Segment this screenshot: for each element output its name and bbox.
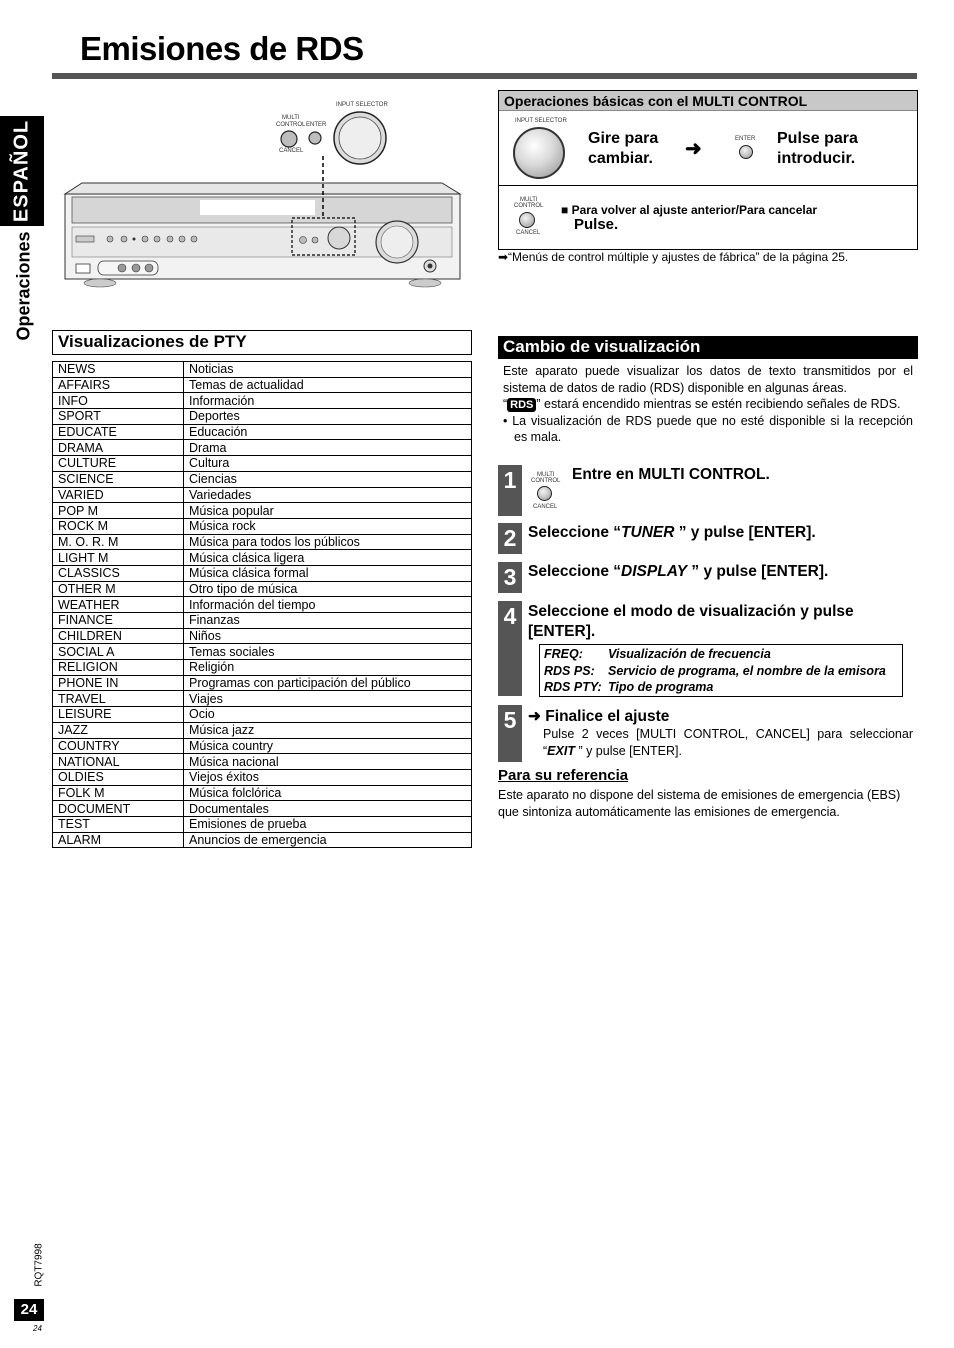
step-5-body-em: EXIT: [547, 744, 575, 758]
table-row: [53, 550, 472, 566]
step-1-button-icon: [537, 486, 552, 501]
language-tab-label: ESPAÑOL: [10, 119, 33, 223]
table-row: [53, 534, 472, 550]
intro-paragraph-2-text: ” estará encendido mientras se estén recibiendo señales de RDS.: [536, 397, 901, 411]
pty-description: Música para todos los públicos: [184, 534, 472, 550]
pty-description: Información del tiempo: [184, 597, 472, 613]
press-instruction-line2: introducir.: [777, 150, 856, 167]
table-row: [53, 377, 472, 393]
pty-description: Viajes: [184, 691, 472, 707]
table-row: [53, 456, 472, 472]
table-row: [53, 440, 472, 456]
table-row: [53, 581, 472, 597]
table-row: [53, 503, 472, 519]
pty-code: DRAMA: [53, 440, 184, 456]
pty-code: PHONE IN: [53, 675, 184, 691]
pty-description: Temas de actualidad: [184, 377, 472, 393]
turn-instruction-line2: cambiar.: [588, 150, 653, 167]
reference-body: Este aparato no dispone del sistema de emisiones de emergencia (EBS) que sintoniza automáticamente las emisiones de emergencia.: [498, 788, 901, 819]
table-row: [53, 362, 472, 378]
display-mode-row: [544, 646, 898, 663]
device-input-selector-label: INPUT SELECTOR: [336, 102, 388, 108]
pty-description: Viejos éxitos: [184, 769, 472, 785]
device-enter-label: ENTER: [306, 122, 327, 128]
display-mode-row: [544, 663, 898, 680]
reference-note: ➡“Menús de control múltiple y ajustes de fábrica” de la página 25.: [498, 250, 849, 264]
step-2-title: [528, 524, 816, 542]
table-row: [53, 769, 472, 785]
multi-label: MULTI: [520, 197, 538, 203]
input-selector-label: INPUT SELECTOR: [515, 118, 567, 124]
step-2-number: 2: [498, 523, 522, 554]
pty-description: Música country: [184, 738, 472, 754]
pty-code: AFFAIRS: [53, 377, 184, 393]
pty-code: OLDIES: [53, 769, 184, 785]
pty-description: Otro tipo de música: [184, 581, 472, 597]
rds-badge-icon: RDS: [507, 398, 536, 412]
pty-description: Ciencias: [184, 471, 472, 487]
device-cancel-label: CANCEL: [279, 148, 304, 154]
table-row: [53, 754, 472, 770]
table-row: [53, 597, 472, 613]
pty-code: FOLK M: [53, 785, 184, 801]
table-row: [53, 801, 472, 817]
arrow-icon: ➜: [685, 138, 702, 160]
pty-description: Noticias: [184, 362, 472, 378]
pty-description: Anuncios de emergencia: [184, 832, 472, 848]
pty-description: Educación: [184, 424, 472, 440]
intro-paragraph-1: Este aparato puede visualizar los datos de texto transmitidos por el sistema de datos de radio (RDS) disponible en algunas áreas.: [503, 364, 913, 395]
cambio-heading: Cambio de visualización: [498, 336, 918, 359]
pty-code: NATIONAL: [53, 754, 184, 770]
table-row: [53, 644, 472, 660]
cambio-intro: [503, 363, 913, 446]
small-page-number: 24: [33, 1324, 42, 1333]
step-3-number: 3: [498, 562, 522, 593]
pty-description: Variedades: [184, 487, 472, 503]
table-row: [53, 613, 472, 629]
step-1-multi-label: MULTI: [537, 472, 555, 478]
table-row: [53, 722, 472, 738]
multi-control-box: [498, 90, 918, 250]
pty-description: Documentales: [184, 801, 472, 817]
display-modes-box: [539, 644, 903, 697]
section-tab: [0, 226, 44, 346]
pty-code: OTHER M: [53, 581, 184, 597]
reference-title: Para su referencia: [498, 767, 629, 784]
table-row: [53, 707, 472, 723]
input-selector-knob: [513, 127, 565, 179]
table-row: [53, 660, 472, 676]
turn-instruction-line1: Gire para: [588, 130, 659, 147]
step-3-title-post: ” y pulse [ENTER].: [687, 563, 829, 580]
step-2-title-post: ” y pulse [ENTER].: [674, 524, 816, 541]
pty-code: INFO: [53, 393, 184, 409]
step-4-number: 4: [498, 601, 522, 696]
enter-button-icon: [739, 145, 753, 159]
pty-code: RELIGION: [53, 660, 184, 676]
table-row: [53, 565, 472, 581]
step-1-control-label: CONTROL: [531, 478, 561, 484]
pty-code: VARIED: [53, 487, 184, 503]
display-mode-key: FREQ:: [544, 647, 583, 661]
intro-paragraph-2: [503, 396, 913, 413]
table-row: [53, 628, 472, 644]
step-5-body: [543, 726, 913, 760]
pty-description: Ocio: [184, 707, 472, 723]
pty-code: DOCUMENT: [53, 801, 184, 817]
back-instruction: ■ Para volver al ajuste anterior/Para cancelar: [561, 203, 818, 217]
table-row: [53, 471, 472, 487]
pty-description: Música popular: [184, 503, 472, 519]
table-row: [53, 816, 472, 832]
step-1-title: Entre en MULTI CONTROL.: [572, 466, 770, 483]
display-mode-value: Tipo de programa: [608, 680, 714, 694]
table-row: [53, 785, 472, 801]
pty-code: SPORT: [53, 409, 184, 425]
device-control-label: CONTROL: [276, 122, 306, 128]
pty-code: LIGHT M: [53, 550, 184, 566]
receiver-illustration: [60, 96, 470, 296]
pty-code: POP M: [53, 503, 184, 519]
pty-description: Música folclórica: [184, 785, 472, 801]
step-1-cancel-label: CANCEL: [533, 504, 558, 510]
pty-description: Información: [184, 393, 472, 409]
pty-description: Niños: [184, 628, 472, 644]
pty-description: Deportes: [184, 409, 472, 425]
multi-control-button-icon: [519, 212, 535, 228]
intro-quote-open: “: [503, 397, 508, 411]
display-mode-value: Servicio de programa, el nombre de la emisora: [608, 663, 886, 678]
step-2-title-em: TUNER: [621, 524, 675, 541]
table-row: [53, 393, 472, 409]
pty-code: LEISURE: [53, 707, 184, 723]
table-row: [53, 832, 472, 848]
step-3-title-pre: Seleccione “: [528, 563, 622, 580]
pty-code: CLASSICS: [53, 565, 184, 581]
pty-code: EDUCATE: [53, 424, 184, 440]
press-instruction-line1: Pulse para: [777, 130, 858, 147]
pty-code: SCIENCE: [53, 471, 184, 487]
control-label: CONTROL: [514, 203, 544, 209]
enter-label: ENTER: [735, 136, 756, 142]
title-rule: [52, 73, 917, 79]
table-row: [53, 424, 472, 440]
device-multi-label: MULTI: [282, 115, 300, 121]
pty-description: Música nacional: [184, 754, 472, 770]
step-5-title: ➜ Finalice el ajuste: [528, 708, 670, 725]
pty-description: Música clásica ligera: [184, 550, 472, 566]
table-row: [53, 691, 472, 707]
multi-control-divider: [499, 185, 917, 186]
pty-code: COUNTRY: [53, 738, 184, 754]
pty-description: Música clásica formal: [184, 565, 472, 581]
pty-code: SOCIAL A: [53, 644, 184, 660]
step-4-title-line1: Seleccione el modo de visualización y pulse: [528, 603, 854, 620]
doc-code: RQT7998: [33, 1243, 45, 1287]
display-mode-key: RDS PS:: [544, 663, 595, 678]
pty-code: CULTURE: [53, 456, 184, 472]
step-5-number: 5: [498, 705, 522, 762]
table-row: [53, 675, 472, 691]
pty-description: Finanzas: [184, 613, 472, 629]
pty-code: ROCK M: [53, 518, 184, 534]
step-4-title-line2: [ENTER].: [528, 623, 596, 640]
table-row: [53, 487, 472, 503]
language-tab: [0, 116, 44, 226]
page-number: 24: [14, 1299, 44, 1321]
step-3-title: [528, 563, 828, 581]
display-mode-value: Visualización de frecuencia: [608, 647, 771, 661]
pty-description: Religión: [184, 660, 472, 676]
pty-code: TRAVEL: [53, 691, 184, 707]
pty-table: [52, 361, 472, 848]
step-2-title-pre: Seleccione “: [528, 524, 622, 541]
display-mode-row: [544, 679, 898, 696]
pty-description: Cultura: [184, 456, 472, 472]
table-row: [53, 518, 472, 534]
page-title: Emisiones de RDS: [80, 30, 364, 67]
back-action: Pulse.: [574, 216, 619, 233]
pty-description: Temas sociales: [184, 644, 472, 660]
step-5-body-pre: Pulse 2 veces [MULTI CONTROL, CANCEL] para seleccionar “: [543, 727, 913, 758]
pty-code: NEWS: [53, 362, 184, 378]
intro-bullet: • La visualización de RDS puede que no esté disponible si la recepción es mala.: [503, 413, 913, 444]
pty-code: FINANCE: [53, 613, 184, 629]
cancel-label: CANCEL: [516, 230, 541, 236]
pty-description: Música rock: [184, 518, 472, 534]
step-1-number: 1: [498, 465, 522, 516]
section-tab-label: Operaciones: [13, 231, 34, 341]
pty-code: M. O. R. M: [53, 534, 184, 550]
pty-description: Drama: [184, 440, 472, 456]
pty-code: JAZZ: [53, 722, 184, 738]
step-5-body-post: ” y pulse [ENTER].: [574, 744, 682, 758]
display-mode-key: RDS PTY:: [544, 680, 602, 694]
pty-code: TEST: [53, 816, 184, 832]
receiver-drawing: [60, 96, 470, 296]
multi-control-header: Operaciones básicas con el MULTI CONTROL: [499, 91, 917, 111]
pty-description: Programas con participación del público: [184, 675, 472, 691]
table-row: [53, 409, 472, 425]
pty-code: ALARM: [53, 832, 184, 848]
pty-description: Emisiones de prueba: [184, 816, 472, 832]
pty-code: CHILDREN: [53, 628, 184, 644]
pty-code: WEATHER: [53, 597, 184, 613]
table-row: [53, 738, 472, 754]
pty-heading: Visualizaciones de PTY: [52, 330, 472, 355]
step-3-title-em: DISPLAY: [621, 563, 688, 580]
pty-description: Música jazz: [184, 722, 472, 738]
